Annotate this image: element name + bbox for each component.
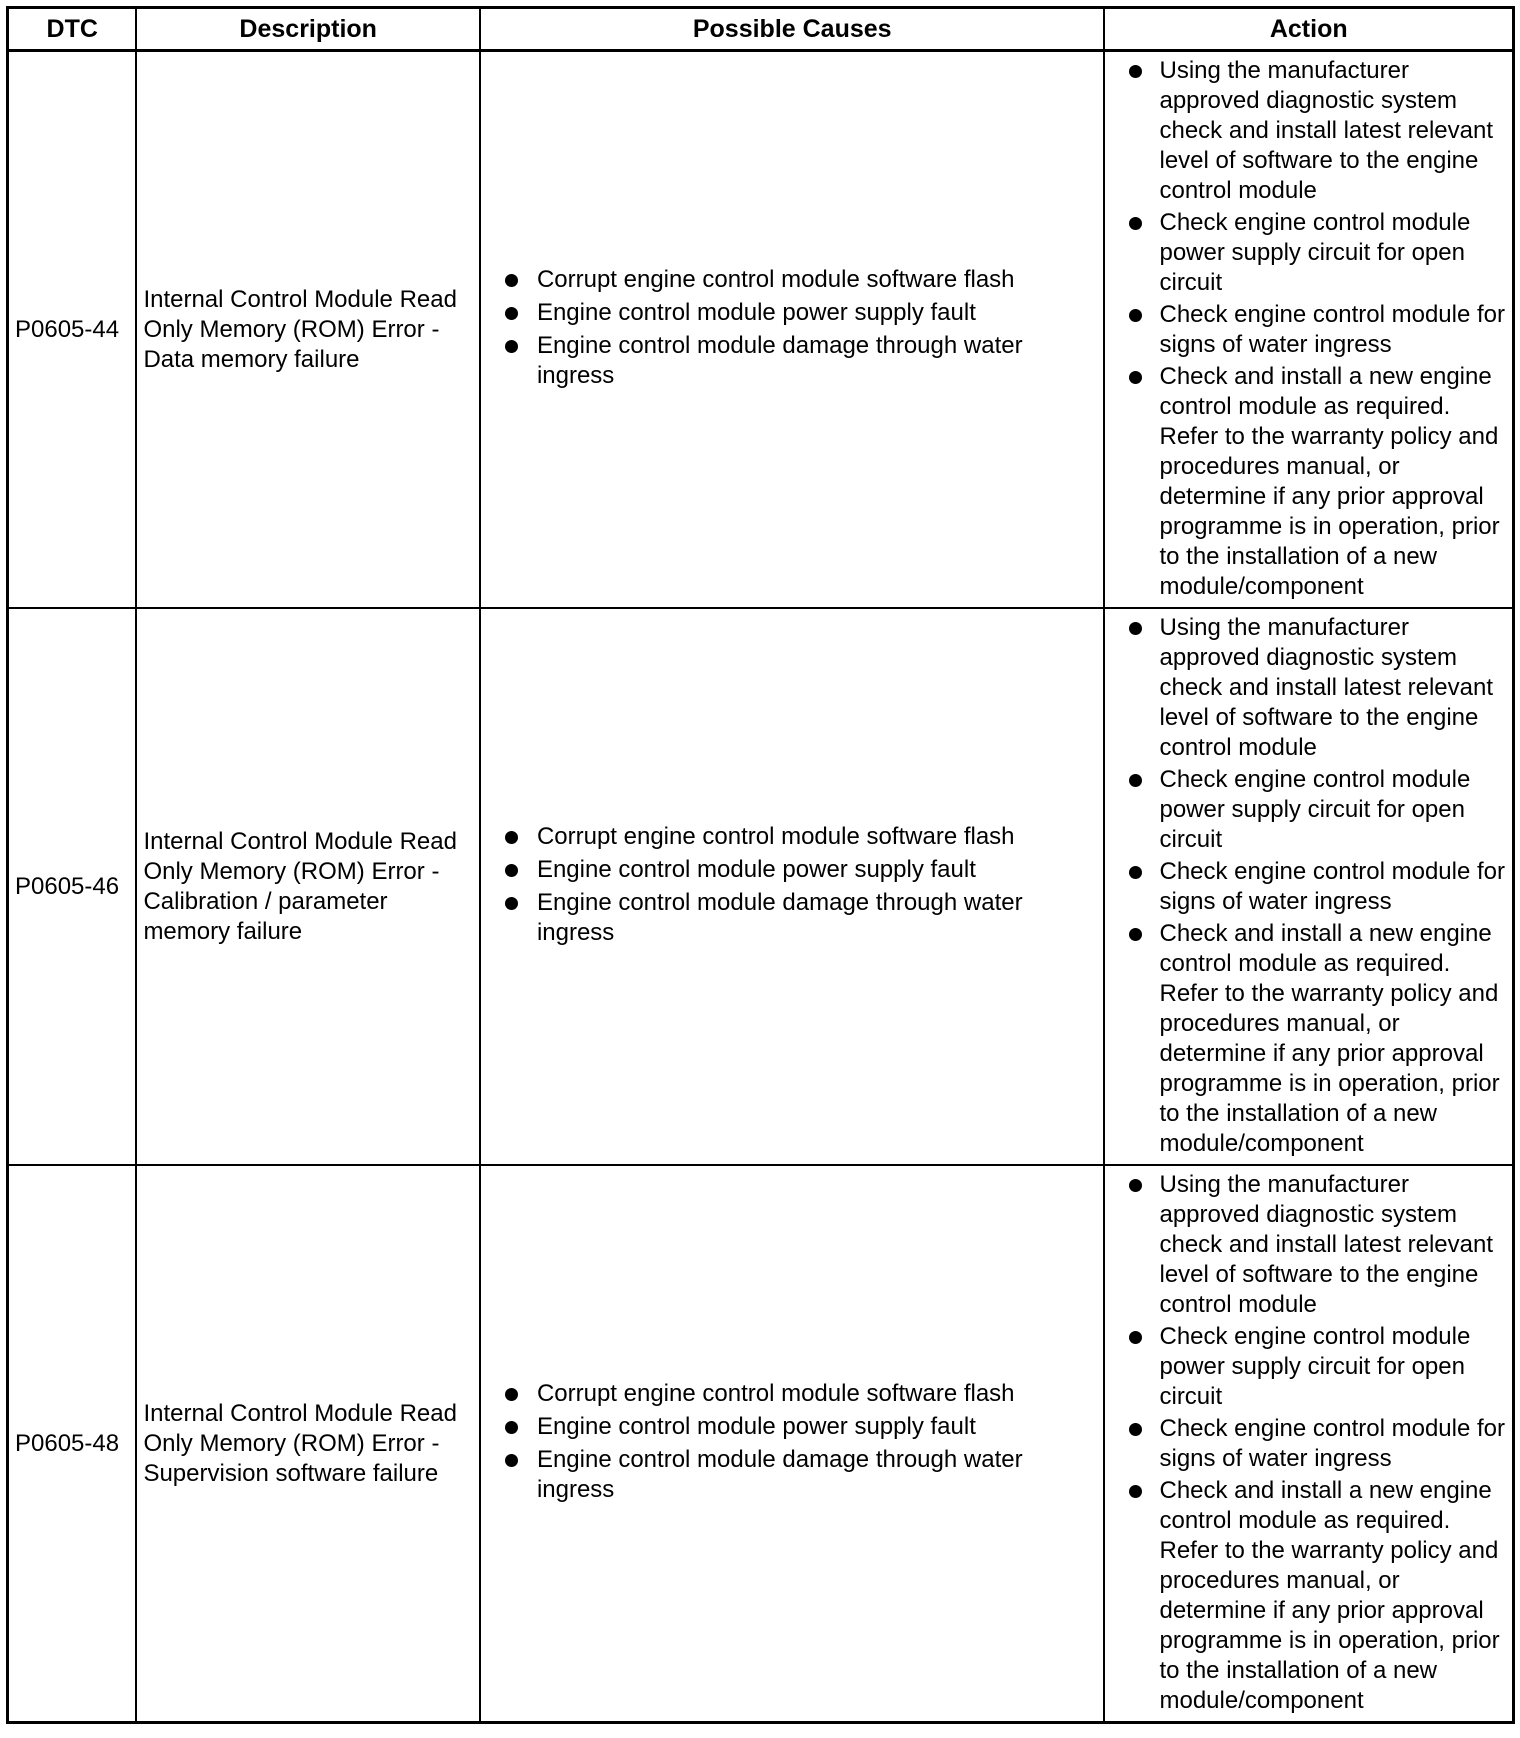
- cause-item: Engine control module power supply fault: [481, 855, 1104, 885]
- dtc-code: P0605-44: [8, 51, 137, 609]
- header-description: Description: [136, 8, 480, 51]
- possible-causes-list: [481, 265, 1104, 391]
- table-row: [8, 51, 1514, 609]
- action-item: Check engine control module for signs of water ingress: [1105, 1414, 1512, 1474]
- action-item: Using the manufacturer approved diagnostic system check and install latest relevant level of software to the engine control module: [1105, 1170, 1512, 1320]
- cause-item: Engine control module damage through water ingress: [481, 1445, 1104, 1505]
- dtc-description: Internal Control Module Read Only Memory (ROM) Error - Supervision software failure: [136, 1165, 480, 1723]
- dtc-description: Internal Control Module Read Only Memory (ROM) Error - Data memory failure: [136, 51, 480, 609]
- action-cell: [1104, 51, 1513, 609]
- possible-causes-cell: [480, 51, 1105, 609]
- possible-causes-cell: [480, 1165, 1105, 1723]
- action-list: [1105, 56, 1512, 602]
- header-dtc: DTC: [8, 8, 137, 51]
- action-item: Using the manufacturer approved diagnostic system check and install latest relevant level of software to the engine control module: [1105, 56, 1512, 206]
- action-item: Check and install a new engine control module as required. Refer to the warranty policy and procedures manual, or determine if any prior approval programme is in operation, prior to the installation of a new module/component: [1105, 919, 1512, 1159]
- cause-item: Corrupt engine control module software flash: [481, 1379, 1104, 1409]
- action-cell: [1104, 608, 1513, 1165]
- action-cell: [1104, 1165, 1513, 1723]
- dtc-table: [6, 6, 1515, 1724]
- table-row: [8, 608, 1514, 1165]
- cause-item: Engine control module power supply fault: [481, 1412, 1104, 1442]
- action-item: Check engine control module power supply circuit for open circuit: [1105, 208, 1512, 298]
- header-action: Action: [1104, 8, 1513, 51]
- action-list: [1105, 613, 1512, 1159]
- cause-item: Engine control module power supply fault: [481, 298, 1104, 328]
- cause-item: Engine control module damage through water ingress: [481, 331, 1104, 391]
- possible-causes-list: [481, 1379, 1104, 1505]
- action-item: Using the manufacturer approved diagnostic system check and install latest relevant level of software to the engine control module: [1105, 613, 1512, 763]
- action-item: Check and install a new engine control module as required. Refer to the warranty policy and procedures manual, or determine if any prior approval programme is in operation, prior to the installation of a new module/component: [1105, 362, 1512, 602]
- dtc-description: Internal Control Module Read Only Memory (ROM) Error - Calibration / parameter memory failure: [136, 608, 480, 1165]
- action-list: [1105, 1170, 1512, 1716]
- action-item: Check engine control module for signs of water ingress: [1105, 857, 1512, 917]
- possible-causes-cell: [480, 608, 1105, 1165]
- action-item: Check engine control module power supply circuit for open circuit: [1105, 765, 1512, 855]
- cause-item: Corrupt engine control module software flash: [481, 265, 1104, 295]
- cause-item: Corrupt engine control module software flash: [481, 822, 1104, 852]
- cause-item: Engine control module damage through water ingress: [481, 888, 1104, 948]
- dtc-code: P0605-46: [8, 608, 137, 1165]
- table-row: [8, 1165, 1514, 1723]
- dtc-code: P0605-48: [8, 1165, 137, 1723]
- header-row: [8, 8, 1514, 51]
- action-item: Check engine control module power supply circuit for open circuit: [1105, 1322, 1512, 1412]
- header-possible-causes: Possible Causes: [480, 8, 1105, 51]
- possible-causes-list: [481, 822, 1104, 948]
- action-item: Check and install a new engine control module as required. Refer to the warranty policy and procedures manual, or determine if any prior approval programme is in operation, prior to the installation of a new module/component: [1105, 1476, 1512, 1716]
- action-item: Check engine control module for signs of water ingress: [1105, 300, 1512, 360]
